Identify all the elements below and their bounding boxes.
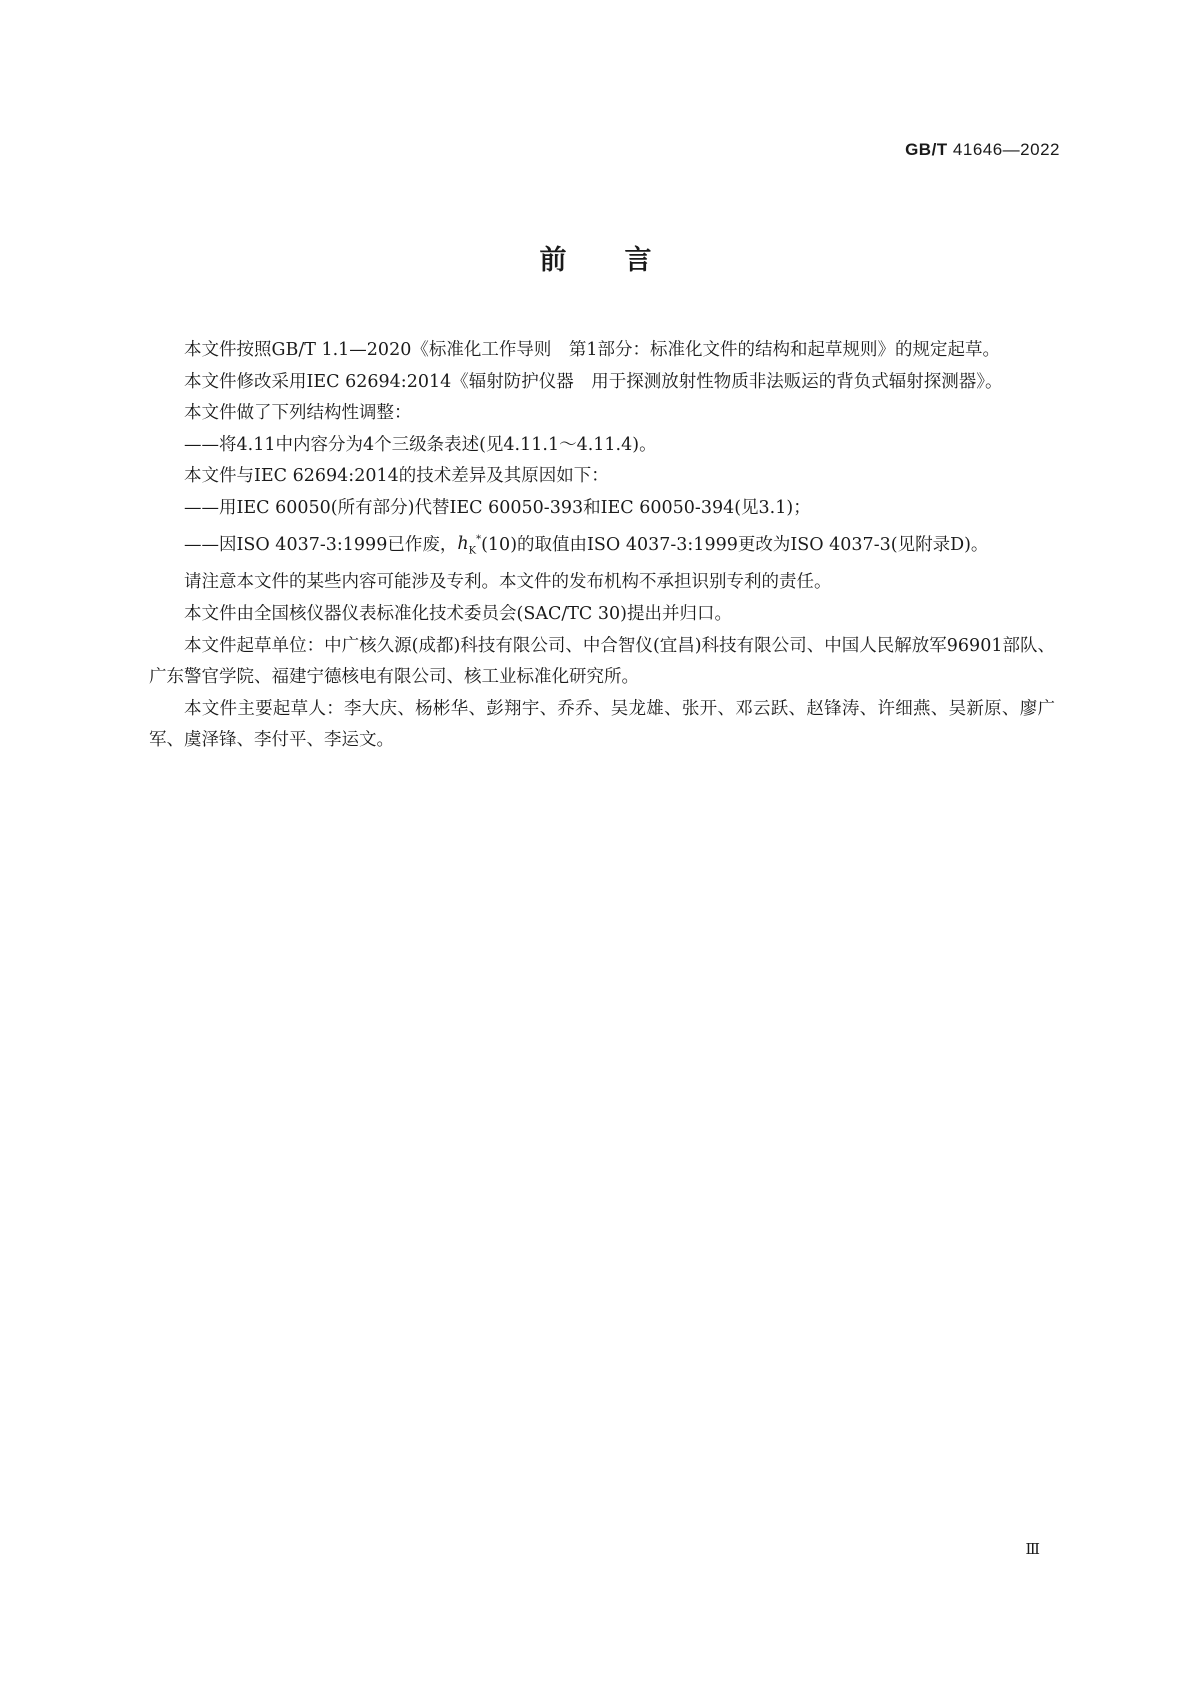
dose-equivalent-symbol: $h_K^*$ <box>457 534 482 557</box>
page-title <box>0 238 1191 277</box>
standard-code <box>905 140 1060 160</box>
paragraph-committee: 本文件由全国核仪器仪表标准化技术委员会(SAC/TC 30)提出并归口。 <box>184 604 732 625</box>
standard-number: 41646—2022 <box>952 140 1060 159</box>
page-number: Ⅲ <box>1025 1540 1040 1558</box>
title-char-2: 言 <box>624 245 652 276</box>
list-item-structural-change: ——将4.11中内容分为4个三级条表述(见4.11.1～4.11.4)。 <box>184 434 657 455</box>
foreword-body <box>149 335 1055 757</box>
paragraph-structural-changes: 本文件做了下列结构性调整： <box>184 403 412 424</box>
list-item-difference-2 <box>149 525 1055 568</box>
paragraph-drafting-rules: 本文件按照GB/T 1.1—2020《标准化工作导则 第1部分：标准化文件的结构和起草规则》的规定起草。 <box>184 340 1000 360</box>
title-char-1: 前 <box>539 245 567 276</box>
difference-2-text-end: (10)的取值由ISO 4037-3:1999更改为ISO 4037-3(见附录D)。 <box>481 534 989 555</box>
difference-2-text-start: ——因ISO 4037-3:1999已作废， <box>184 534 458 555</box>
paragraph-drafting-units: 本文件起草单位：中广核久源(成都)科技有限公司、中合智仪(宜昌)科技有限公司、中国人民解放军96901部队、广东警官学院、福建宁德核电有限公司、核工业标准化研究所。 <box>149 635 1055 688</box>
paragraph-technical-differences: 本文件与IEC 62694:2014的技术差异及其原因如下： <box>184 466 609 487</box>
paragraph-patent-notice: 请注意本文件的某些内容可能涉及专利。本文件的发布机构不承担识别专利的责任。 <box>184 572 832 593</box>
standard-prefix: GB/T <box>905 140 948 159</box>
list-item-difference-1: ——用IEC 60050(所有部分)代替IEC 60050-393和IEC 60050-394(见3.1)； <box>184 497 811 518</box>
paragraph-drafters: 本文件主要起草人：李大庆、杨彬华、彭翔宇、乔乔、吴龙雄、张开、邓云跃、赵锋涛、许细燕、吴新原、廖广军、虞泽锋、李付平、李运文。 <box>149 698 1055 751</box>
paragraph-adoption: 本文件修改采用IEC 62694:2014《辐射防护仪器 用于探测放射性物质非法贩运的背负式辐射探测器》。 <box>184 371 1003 392</box>
